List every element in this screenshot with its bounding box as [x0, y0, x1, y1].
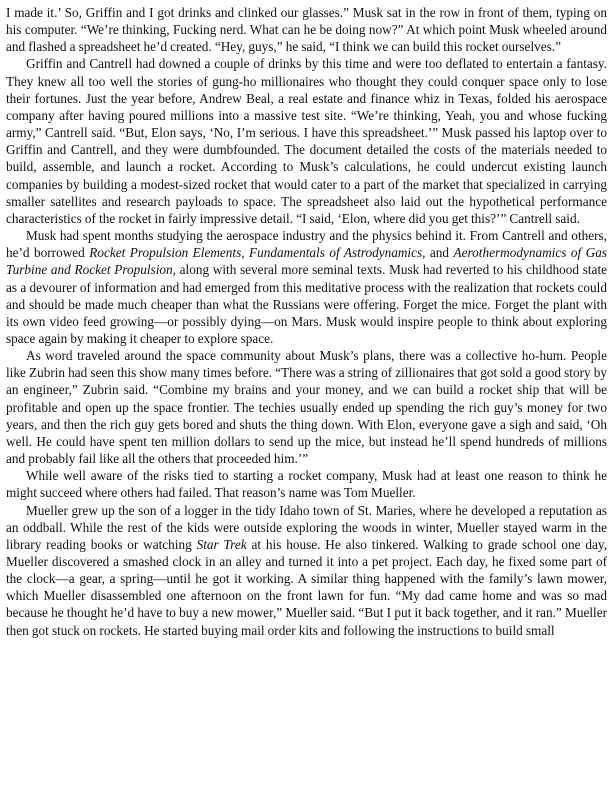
- show-title-italic: Star Trek: [196, 536, 247, 552]
- book-title-italic: Rocket Propulsion Elements, Fundamentals of Astrodynamics,: [89, 245, 426, 261]
- paragraph-text: and: [425, 245, 454, 261]
- paragraph-text: Musk had spent months studying the aerospace industry and the physics behind it. From Cantrell and others, he’d borrowed: [6, 228, 607, 261]
- paragraph-text: I made it.’ So, Griffin and I got drinks and clinked our glasses.” Musk sat in the row in front of them, typing on his computer. “We’re thinking, Fucking nerd. What can he be doing now?” At which point Musk wheeled around and flashed a spreadsheet he’d created. “Hey, guys,” he said, “I think we can build this rocket ourselves.”: [6, 5, 607, 55]
- paragraph-6: [6, 502, 607, 639]
- paragraph-2: [6, 55, 607, 227]
- paragraph-text: Mueller grew up the son of a logger in the tidy Idaho town of St. Maries, where he developed a reputation as an oddball. While the rest of the kids were outside exploring the woods in winter, Mueller stayed warm in the library reading books or watching: [6, 502, 607, 552]
- paragraph-text: along with several more seminal texts. Musk had reverted to his childhood state as a devourer of information and had emerged from this meditative process with the realization that rockets could and should be made much cheaper than what the Russians were offering. Forget the mice. Forget the plant with its own video feed growing—or possibly dying—on Mars. Musk would inspire people to think about exploring space again by making it cheaper to explore space.: [6, 262, 607, 346]
- body-text: [6, 4, 607, 639]
- book-page: [6, 4, 607, 788]
- paragraph-4: [6, 347, 607, 467]
- paragraph-text: As word traveled around the space community about Musk’s plans, there was a collective ho-hum. People like Zubrin had seen this show many times before. “There was a string of zillionaires that got sold a good story by an engineer,” Zubrin said. “Combine my brains and your money, and we can build a rocket ship that will be profitable and open up the space frontier. The techies usually ended up spending the rich guy’s money for two years, and then the rich guy gets bored and shuts the thing down. With Elon, everyone gave a sigh and said, ‘Oh well. He could have spent ten million dollars to send up the mice, but instead he’ll spend hundreds of millions and probably fail like all the others that proceeded him.’”: [6, 348, 607, 467]
- paragraph-5: [6, 467, 607, 501]
- book-title-italic: Aerothermodynamics of Gas Turbine and Rocket Propulsion,: [6, 245, 607, 278]
- paragraph-1: [6, 4, 607, 55]
- paragraph-3: [6, 227, 607, 347]
- paragraph-text: at his house. He also tinkered. Walking to grade school one day, Mueller discovered a smashed clock in an alley and turned it into a pet project. Each day, he fixed some part of the clock—a gear, a spring—until he got it working. A similar thing happened with the family’s lawn mower, which Mueller disassembled one afternoon on the front lawn for fun. “My dad came home and was so mad because he thought he’d have to buy a new mower,” Mueller said. “But I put it back together, and it ran.” Mueller then got stuck on rockets. He started buying mail order kits and following the instructions to build small: [6, 536, 607, 638]
- paragraph-text: Griffin and Cantrell had downed a couple of drinks by this time and were too deflated to entertain a fantasy. They knew all too well the stories of gung-ho millionaires who thought they could conquer space only to lose their fortunes. Just the year before, Andrew Beal, a real estate and finance whiz in Texas, folded his aerospace company after having poured millions into a massive test site. “We’re thinking, Yeah, you and whose fucking army,” Cantrell said. “But, Elon says, ‘No, I’m serious. I have this spreadsheet.’” Musk passed his laptop over to Griffin and Cantrell, and they were dumbfounded. The document detailed the costs of the materials needed to build, assemble, and launch a rocket. According to Musk’s calculations, he could undercut existing launch companies by building a modest-sized rocket that would cater to a part of the market that specialized in carrying smaller satellites and research payloads to space. The spreadsheet also laid out the hypothetical performance characteristics of the rocket in fairly impressive detail. “I said, ‘Elon, where did you get this?’” Cantrell said.: [6, 56, 607, 226]
- paragraph-text: While well aware of the risks tied to starting a rocket company, Musk had at least one reason to think he might succeed where others had failed. That reason’s name was Tom Mueller.: [6, 468, 607, 501]
